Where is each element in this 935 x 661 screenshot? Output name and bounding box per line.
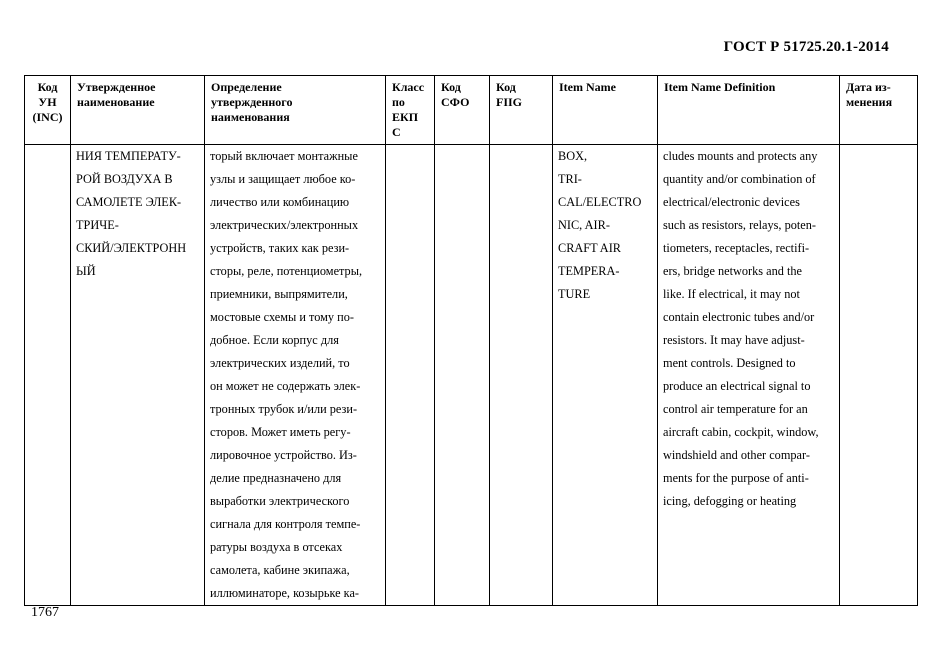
document-id: ГОСТ Р 51725.20.1-2014 — [723, 39, 889, 55]
text-line: ратуры воздуха в отсеках — [210, 540, 343, 554]
text-line: выработки электрического — [210, 494, 350, 508]
text-line: НИЯ ТЕМПЕРАТУ- — [76, 149, 181, 163]
text-line: tiometers, receptacles, rectifi- — [663, 241, 810, 255]
text-line: TURE — [558, 287, 591, 301]
table-row — [25, 145, 918, 606]
text-line: узлы и защищает любое ко- — [210, 172, 356, 186]
text-line: ments for the purpose of anti- — [663, 471, 809, 485]
text-line: САМОЛЕТЕ ЭЛЕК- — [76, 195, 182, 209]
text-line: TEMPERA- — [558, 264, 620, 278]
header-item-name-definition — [658, 76, 840, 145]
header-line: Класс — [392, 80, 425, 94]
header-line: Дата из- — [846, 80, 891, 94]
text-line: сторов. Может иметь регу- — [210, 425, 351, 439]
header-line: Код — [441, 80, 461, 94]
text-line: ЫЙ — [76, 264, 96, 278]
text-line: торый включает монтажные — [210, 149, 358, 163]
cell-item-name-definition — [658, 145, 840, 606]
header-fiig-code — [490, 76, 553, 145]
text-line: добное. Если корпус для — [210, 333, 339, 347]
cell-definition-ru — [205, 145, 386, 606]
cell-approved-name — [71, 145, 205, 606]
text-line: contain electronic tubes and/or — [663, 310, 815, 324]
text-line: иллюминаторе, козырьке ка- — [210, 586, 359, 600]
header-line: С — [392, 125, 401, 139]
header-line: УН — [38, 95, 57, 109]
cell-fiig-code — [490, 145, 553, 606]
text-line: приемники, выпрямители, — [210, 287, 348, 301]
text-line: electrical/electronic devices — [663, 195, 800, 209]
text-line: control air temperature for an — [663, 402, 808, 416]
text-line: ment controls. Designed to — [663, 356, 796, 370]
cell-item-name — [553, 145, 658, 606]
cell-ekps-class — [386, 145, 435, 606]
header-ekps-class — [386, 76, 435, 145]
header-inc-code — [25, 76, 71, 145]
catalog-table — [24, 75, 918, 606]
text-line: like. If electrical, it may not — [663, 287, 800, 301]
text-line: устройств, таких как рези- — [210, 241, 350, 255]
text-line: resistors. It may have adjust- — [663, 333, 805, 347]
header-change-date — [840, 76, 918, 145]
text-line: such as resistors, relays, poten- — [663, 218, 816, 232]
header-line: наименование — [77, 95, 155, 109]
header-line: утвержденного — [211, 95, 293, 109]
header-line: Item Name — [559, 80, 616, 94]
text-line: TRI- — [558, 172, 582, 186]
text-line: делие предназначено для — [210, 471, 342, 485]
header-approved-name — [71, 76, 205, 145]
text-line: лировочное устройство. Из- — [210, 448, 357, 462]
text-line: самолета, кабине экипажа, — [210, 563, 350, 577]
text-line: ers, bridge networks and the — [663, 264, 802, 278]
header-sfo-code — [435, 76, 490, 145]
header-line: менения — [846, 95, 893, 109]
header-line: Item Name Definition — [664, 80, 776, 94]
header-line: FIIG — [496, 95, 523, 109]
header-line: Код — [37, 80, 58, 94]
header-line: Определение — [211, 80, 282, 94]
text-line: produce an electrical signal to — [663, 379, 811, 393]
header-line: по — [392, 95, 405, 109]
text-line: личество или комбинацию — [210, 195, 350, 209]
text-line: windshield and other compar- — [663, 448, 810, 462]
cell-inc-code — [25, 145, 71, 606]
text-line: электрических/электронных — [210, 218, 359, 232]
text-line: ТРИЧЕ- — [76, 218, 119, 232]
text-line: сторы, реле, потенциометры, — [210, 264, 363, 278]
header-line: Код — [496, 80, 516, 94]
text-line: электрических изделий, то — [210, 356, 350, 370]
table-header-row — [25, 76, 918, 145]
header-line: ЕКП — [392, 110, 419, 124]
text-line: BOX, — [558, 149, 588, 163]
text-line: тронных трубок и/или рези- — [210, 402, 358, 416]
cell-change-date — [840, 145, 918, 606]
page-number: 1767 — [31, 605, 59, 620]
cell-sfo-code — [435, 145, 490, 606]
text-line: он может не содержать элек- — [210, 379, 361, 393]
header-item-name — [553, 76, 658, 145]
text-line: CAL/ELECTRO — [558, 195, 642, 209]
text-line: aircraft cabin, cockpit, window, — [663, 425, 819, 439]
text-line: icing, defogging or heating — [663, 494, 797, 508]
text-line: cludes mounts and protects any — [663, 149, 818, 163]
text-line: сигнала для контроля темпе- — [210, 517, 361, 531]
header-line: СФО — [441, 95, 470, 109]
text-line: РОЙ ВОЗДУХА В — [76, 172, 173, 186]
text-line: мостовые схемы и тому по- — [210, 310, 354, 324]
text-line: NIC, AIR- — [558, 218, 610, 232]
header-line: Утвержденное — [77, 80, 156, 94]
text-line: quantity and/or combination of — [663, 172, 816, 186]
header-line: наименования — [211, 110, 290, 124]
text-line: CRAFT AIR — [558, 241, 621, 255]
header-definition-ru — [205, 76, 386, 145]
text-line: СКИЙ/ЭЛЕКТРОНН — [76, 241, 187, 255]
header-line: (INC) — [32, 110, 63, 124]
